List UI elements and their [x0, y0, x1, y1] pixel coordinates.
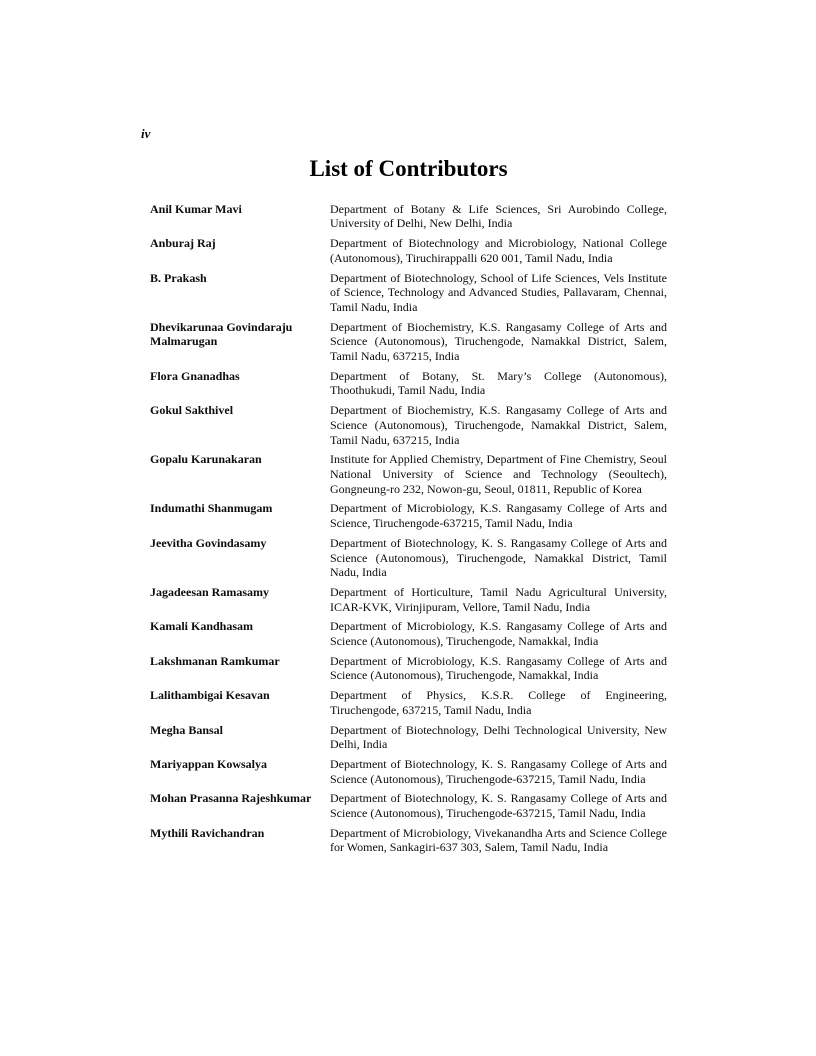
page-number: iv	[141, 126, 151, 141]
contributor-name: Indumathi Shanmugam	[150, 501, 273, 516]
contributor-row	[150, 723, 667, 752]
contributor-row	[150, 688, 667, 717]
contributor-affiliation: Department of Biotechnology, K. S. Rangasamy College of Arts and Science (Autonomous), Tiruchengode-637215, Tamil Nadu, India	[330, 756, 667, 786]
contributor-affiliation: Department of Horticulture, Tamil Nadu Agricultural University, ICAR-KVK, Virinjipuram, Vellore, Tamil Nadu, India	[330, 584, 667, 614]
contributor-row	[150, 452, 667, 496]
contributor-row	[150, 202, 667, 231]
contributor-name: Gokul Sakthivel	[150, 403, 234, 418]
contributor-row	[150, 757, 667, 786]
contributor-affiliation: Department of Biotechnology and Microbiology, National College (Autonomous), Tiruchirappalli 620 001, Tamil Nadu, India	[330, 236, 667, 265]
contributor-name: Gopalu Karunakaran	[150, 452, 262, 467]
contributor-row	[150, 369, 667, 398]
contributor-affiliation: Department of Botany & Life Sciences, Sri Aurobindo College, University of Delhi, New Delhi, India	[330, 201, 667, 231]
contributor-affiliation: Department of Biochemistry, K.S. Rangasamy College of Arts and Science (Autonomous), Tiruchengode, Namakkal District, Salem, Tamil Nadu, 637215, India	[330, 403, 667, 447]
contributor-row	[150, 619, 667, 648]
contributor-affiliation: Institute for Applied Chemistry, Department of Fine Chemistry, Seoul National University of Science and Technology (Seoultech), Gongneung-ro 232, Nowon-gu, Seoul, 01811, Republic of Korea	[330, 452, 667, 496]
contributor-name: Megha Bansal	[150, 722, 224, 737]
contributor-row	[150, 826, 667, 855]
contributors-list	[150, 202, 667, 855]
contributor-row	[150, 585, 667, 614]
contributor-row	[150, 501, 667, 530]
contributor-name: Lalithambigai Kesavan	[150, 688, 270, 703]
contributor-name: Jagadeesan Ramasamy	[150, 584, 269, 599]
contributor-affiliation: Department of Biotechnology, School of Life Sciences, Vels Institute of Science, Technology and Advanced Studies, Pallavaram, Chennai, Tamil Nadu, India	[330, 270, 667, 314]
contributor-affiliation: Department of Biotechnology, K. S. Rangasamy College of Arts and Science (Autonomous), Tiruchengode, Namakkal District, Tamil Nadu, India	[330, 535, 667, 580]
contributor-name: Mohan Prasanna Rajeshkumar	[150, 791, 312, 806]
contributor-name: Kamali Kandhasam	[150, 619, 254, 634]
contributor-affiliation: Department of Microbiology, K.S. Rangasamy College of Arts and Science (Autonomous), Tiruchengode, Namakkal, India	[330, 619, 667, 649]
page-content	[150, 155, 667, 860]
contributor-affiliation: Department of Physics, K.S.R. College of Engineering, Tiruchengode, 637215, Tamil Nadu, India	[330, 688, 667, 717]
contributor-affiliation: Department of Botany, St. Mary’s College (Autonomous), Thoothukudi, Tamil Nadu, India	[330, 368, 667, 398]
contributor-row	[150, 320, 667, 364]
contributor-name: Anil Kumar Mavi	[150, 201, 242, 216]
contributor-name: Dhevikarunaa Govindaraju Malmarugan	[150, 319, 293, 349]
contributor-name: Lakshmanan Ramkumar	[150, 653, 280, 668]
page-title: List of Contributors	[309, 156, 508, 181]
contributor-name: Mariyappan Kowsalya	[150, 756, 268, 771]
contributor-affiliation: Department of Biotechnology, K. S. Rangasamy College of Arts and Science (Autonomous), Tiruchengode-637215, Tamil Nadu, India	[330, 791, 667, 821]
contributor-affiliation: Department of Microbiology, Vivekanandha Arts and Science College for Women, Sankagiri-637 303, Salem, Tamil Nadu, India	[330, 825, 667, 855]
contributor-name: Jeevitha Govindasamy	[150, 535, 267, 550]
contributor-row	[150, 536, 667, 580]
contributor-affiliation: Department of Biochemistry, K.S. Rangasamy College of Arts and Science (Autonomous), Tiruchengode, Namakkal District, Salem, Tamil Nadu, 637215, India	[330, 319, 667, 364]
contributor-row	[150, 654, 667, 683]
contributor-row	[150, 236, 667, 265]
contributor-row	[150, 403, 667, 447]
contributor-name: Mythili Ravichandran	[150, 825, 265, 840]
contributor-row	[150, 271, 667, 315]
contributor-affiliation: Department of Microbiology, K.S. Rangasamy College of Arts and Science, Tiruchengode-637215, Tamil Nadu, India	[330, 501, 667, 531]
contributor-affiliation: Department of Biotechnology, Delhi Technological University, New Delhi, India	[330, 722, 667, 752]
contributor-name: Anburaj Raj	[150, 236, 216, 251]
contributor-affiliation: Department of Microbiology, K.S. Rangasamy College of Arts and Science (Autonomous), Tiruchengode, Namakkal, India	[330, 653, 667, 683]
contributor-name: B. Prakash	[150, 270, 207, 285]
contributor-name: Flora Gnanadhas	[150, 368, 240, 383]
contributor-row	[150, 791, 667, 820]
